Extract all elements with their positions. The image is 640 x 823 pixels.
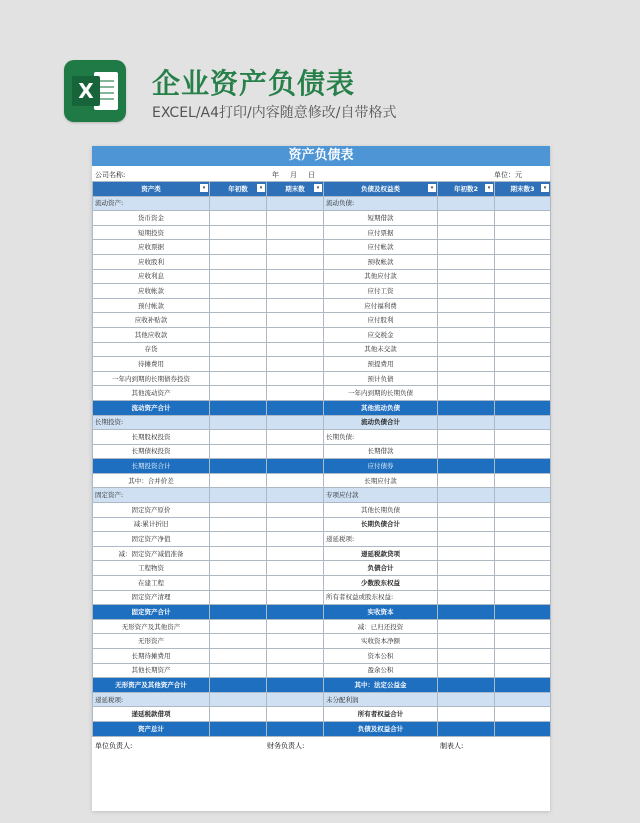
date-month: 月 [290, 171, 297, 179]
column-header[interactable]: 负债及权益类 ▾ [324, 182, 438, 197]
liability-item-cell[interactable]: 负债及权益合计 [324, 721, 438, 736]
end-value-cell[interactable] [267, 692, 324, 707]
asset-item-cell[interactable]: 固定资产: [93, 488, 210, 503]
asset-item-cell[interactable]: 递延税款借项 [93, 707, 210, 722]
table-row [93, 327, 551, 342]
sheet-title: 资产负债表 [92, 146, 550, 166]
table-row [93, 415, 551, 430]
liability-item-cell[interactable]: 流动负债合计 [324, 415, 438, 430]
table-row [93, 576, 551, 591]
balance-sheet-table [92, 181, 551, 737]
end-value-cell[interactable] [267, 473, 324, 488]
end-value-cell[interactable] [495, 342, 551, 357]
asset-item-cell[interactable]: 应收利息 [93, 269, 210, 284]
begin-value-cell[interactable] [438, 386, 495, 401]
end-value-cell[interactable] [495, 561, 551, 576]
end-value-cell[interactable] [495, 649, 551, 664]
begin-value-cell[interactable] [210, 386, 267, 401]
begin-value-cell[interactable] [438, 400, 495, 415]
table-row [93, 721, 551, 736]
begin-value-cell[interactable] [438, 503, 495, 518]
end-value-cell[interactable] [495, 473, 551, 488]
end-value-cell[interactable] [267, 357, 324, 372]
end-value-cell[interactable] [495, 211, 551, 226]
begin-value-cell[interactable] [210, 357, 267, 372]
asset-item-cell[interactable]: 应收帐款 [93, 284, 210, 299]
liability-item-cell[interactable]: 递延税项: [324, 532, 438, 547]
filter-dropdown-icon[interactable]: ▾ [541, 184, 549, 192]
liability-item-cell[interactable]: 预收帐款 [324, 254, 438, 269]
begin-value-cell[interactable] [210, 605, 267, 620]
asset-item-cell[interactable]: 在建工程 [93, 576, 210, 591]
end-value-cell[interactable] [267, 503, 324, 518]
end-value-cell[interactable] [267, 298, 324, 313]
asset-item-cell[interactable]: 长期待摊费用 [93, 649, 210, 664]
liability-item-cell[interactable]: 应付帐款 [324, 240, 438, 255]
asset-item-cell[interactable]: 工程物资 [93, 561, 210, 576]
begin-value-cell[interactable] [210, 342, 267, 357]
liability-item-cell[interactable]: 应付工资 [324, 284, 438, 299]
begin-value-cell[interactable] [210, 225, 267, 240]
asset-item-cell[interactable]: 一年内到期的长期债券投资 [93, 371, 210, 386]
begin-value-cell[interactable] [438, 517, 495, 532]
begin-value-cell[interactable] [438, 663, 495, 678]
column-header[interactable]: 年初数 ▾ [210, 182, 267, 197]
begin-value-cell[interactable] [438, 444, 495, 459]
begin-value-cell[interactable] [210, 707, 267, 722]
asset-item-cell[interactable]: 递延税项: [93, 692, 210, 707]
end-value-cell[interactable] [267, 678, 324, 693]
end-value-cell[interactable] [267, 721, 324, 736]
liability-item-cell[interactable]: 实收资本净额 [324, 634, 438, 649]
begin-value-cell[interactable] [210, 634, 267, 649]
asset-item-cell[interactable]: 资产总计 [93, 721, 210, 736]
table-row [93, 430, 551, 445]
table-row [93, 225, 551, 240]
end-value-cell[interactable] [267, 517, 324, 532]
filter-dropdown-icon[interactable]: ▾ [485, 184, 493, 192]
end-value-cell[interactable] [267, 561, 324, 576]
liability-item-cell[interactable]: 其他应付款 [324, 269, 438, 284]
table-row [93, 649, 551, 664]
signature-footer [92, 737, 550, 753]
begin-value-cell[interactable] [438, 371, 495, 386]
asset-item-cell[interactable]: 无形资产 [93, 634, 210, 649]
column-header[interactable]: 年初数2 ▾ [438, 182, 495, 197]
asset-item-cell[interactable]: 预付帐款 [93, 298, 210, 313]
end-value-cell[interactable] [495, 284, 551, 299]
liability-item-cell[interactable]: 应付股利 [324, 313, 438, 328]
begin-value-cell[interactable] [438, 678, 495, 693]
unit-label: 单位：元 [494, 171, 522, 179]
begin-value-cell[interactable] [210, 284, 267, 299]
begin-value-cell[interactable] [210, 692, 267, 707]
end-value-cell[interactable] [495, 576, 551, 591]
begin-value-cell[interactable] [210, 546, 267, 561]
begin-value-cell[interactable] [210, 415, 267, 430]
liability-item-cell[interactable]: 长期应付款 [324, 473, 438, 488]
table-row [93, 313, 551, 328]
end-value-cell[interactable] [267, 576, 324, 591]
begin-value-cell[interactable] [438, 357, 495, 372]
end-value-cell[interactable] [267, 444, 324, 459]
begin-value-cell[interactable] [438, 342, 495, 357]
page-subtitle: EXCEL/A4打印/内容随意修改/自带格式 [152, 105, 397, 121]
end-value-cell[interactable] [267, 649, 324, 664]
end-value-cell[interactable] [495, 430, 551, 445]
begin-value-cell[interactable] [210, 503, 267, 518]
end-value-cell[interactable] [495, 313, 551, 328]
begin-value-cell[interactable] [438, 313, 495, 328]
table-row [93, 546, 551, 561]
liability-item-cell[interactable]: 实收资本 [324, 605, 438, 620]
end-value-cell[interactable] [267, 240, 324, 255]
begin-value-cell[interactable] [438, 619, 495, 634]
begin-value-cell[interactable] [438, 269, 495, 284]
table-row [93, 561, 551, 576]
end-value-cell[interactable] [495, 371, 551, 386]
asset-item-cell[interactable]: 无形资产及其他资产合计 [93, 678, 210, 693]
asset-item-cell[interactable]: 短期投资 [93, 225, 210, 240]
liability-item-cell[interactable]: 盈余公积 [324, 663, 438, 678]
end-value-cell[interactable] [495, 400, 551, 415]
begin-value-cell[interactable] [438, 576, 495, 591]
date-day: 日 [308, 171, 315, 179]
asset-item-cell[interactable]: 长期股权投资 [93, 430, 210, 445]
column-header[interactable]: 期末数3 ▾ [495, 182, 551, 197]
table-header-row [93, 182, 551, 197]
liability-item-cell[interactable]: 减：已归还投资 [324, 619, 438, 634]
end-value-cell[interactable] [267, 371, 324, 386]
table-row [93, 342, 551, 357]
end-value-cell[interactable] [495, 663, 551, 678]
filter-dropdown-icon[interactable]: ▾ [314, 184, 322, 192]
end-value-cell[interactable] [267, 269, 324, 284]
end-value-cell[interactable] [495, 546, 551, 561]
liability-item-cell[interactable]: 应交税金 [324, 327, 438, 342]
liability-item-cell[interactable]: 其他流动负债 [324, 400, 438, 415]
liability-item-cell[interactable]: 少数股东权益 [324, 576, 438, 591]
liability-item-cell[interactable]: 长期借款 [324, 444, 438, 459]
asset-item-cell[interactable]: 存货 [93, 342, 210, 357]
end-value-cell[interactable] [267, 619, 324, 634]
begin-value-cell[interactable] [210, 196, 267, 211]
begin-value-cell[interactable] [210, 663, 267, 678]
begin-value-cell[interactable] [438, 196, 495, 211]
table-row [93, 444, 551, 459]
end-value-cell[interactable] [267, 400, 324, 415]
table-row [93, 269, 551, 284]
end-value-cell[interactable] [495, 634, 551, 649]
liability-item-cell[interactable]: 其他未交款 [324, 342, 438, 357]
asset-item-cell[interactable]: 其中：合并价差 [93, 473, 210, 488]
table-row [93, 503, 551, 518]
asset-item-cell[interactable]: 待摊费用 [93, 357, 210, 372]
liability-item-cell[interactable]: 未分配利润 [324, 692, 438, 707]
begin-value-cell[interactable] [210, 532, 267, 547]
begin-value-cell[interactable] [438, 707, 495, 722]
end-value-cell[interactable] [267, 634, 324, 649]
begin-value-cell[interactable] [210, 298, 267, 313]
table-row [93, 357, 551, 372]
liability-item-cell[interactable]: 预计负债 [324, 371, 438, 386]
finance-head-label: 财务负责人: [267, 741, 305, 750]
end-value-cell[interactable] [267, 386, 324, 401]
begin-value-cell[interactable] [210, 459, 267, 474]
table-row [93, 488, 551, 503]
begin-value-cell[interactable] [210, 371, 267, 386]
header-banner [0, 0, 640, 140]
end-value-cell[interactable] [267, 605, 324, 620]
liability-item-cell[interactable]: 所有者权益合计 [324, 707, 438, 722]
end-value-cell[interactable] [267, 342, 324, 357]
begin-value-cell[interactable] [210, 721, 267, 736]
end-value-cell[interactable] [495, 269, 551, 284]
table-row [93, 298, 551, 313]
end-value-cell[interactable] [267, 225, 324, 240]
liability-item-cell[interactable]: 资本公积 [324, 649, 438, 664]
end-value-cell[interactable] [267, 532, 324, 547]
end-value-cell[interactable] [495, 386, 551, 401]
column-header[interactable]: 资产类 ▾ [93, 182, 210, 197]
table-row [93, 605, 551, 620]
asset-item-cell[interactable]: 其他流动资产 [93, 386, 210, 401]
filter-dropdown-icon[interactable]: ▾ [200, 184, 208, 192]
table-row [93, 663, 551, 678]
begin-value-cell[interactable] [210, 517, 267, 532]
liability-item-cell[interactable]: 其中：法定公益金 [324, 678, 438, 693]
end-value-cell[interactable] [267, 663, 324, 678]
table-row [93, 240, 551, 255]
liability-item-cell[interactable]: 递延税款贷项 [324, 546, 438, 561]
begin-value-cell[interactable] [438, 546, 495, 561]
asset-item-cell[interactable]: 长期投资: [93, 415, 210, 430]
asset-item-cell[interactable]: 应收补贴款 [93, 313, 210, 328]
begin-value-cell[interactable] [210, 327, 267, 342]
asset-item-cell[interactable]: 流动资产合计 [93, 400, 210, 415]
begin-value-cell[interactable] [210, 211, 267, 226]
begin-value-cell[interactable] [438, 415, 495, 430]
begin-value-cell[interactable] [438, 721, 495, 736]
asset-item-cell[interactable]: 应收票据 [93, 240, 210, 255]
asset-item-cell[interactable]: 固定资产清理 [93, 590, 210, 605]
end-value-cell[interactable] [267, 196, 324, 211]
end-value-cell[interactable] [495, 240, 551, 255]
begin-value-cell[interactable] [210, 590, 267, 605]
end-value-cell[interactable] [267, 211, 324, 226]
liability-item-cell[interactable]: 长期负债合计 [324, 517, 438, 532]
end-value-cell[interactable] [495, 444, 551, 459]
asset-item-cell[interactable]: 长期投资合计 [93, 459, 210, 474]
begin-value-cell[interactable] [210, 649, 267, 664]
table-row [93, 517, 551, 532]
table-row [93, 284, 551, 299]
end-value-cell[interactable] [495, 619, 551, 634]
begin-value-cell[interactable] [438, 561, 495, 576]
end-value-cell[interactable] [267, 284, 324, 299]
begin-value-cell[interactable] [438, 240, 495, 255]
company-label: 公司名称: [95, 171, 126, 179]
liability-item-cell[interactable]: 专项应付款 [324, 488, 438, 503]
end-value-cell[interactable] [495, 254, 551, 269]
asset-item-cell[interactable]: 长期债权投资 [93, 444, 210, 459]
asset-item-cell[interactable]: 固定资产合计 [93, 605, 210, 620]
liability-item-cell[interactable]: 预提费用 [324, 357, 438, 372]
end-value-cell[interactable] [495, 488, 551, 503]
table-row [93, 459, 551, 474]
asset-item-cell[interactable]: 固定资产净值 [93, 532, 210, 547]
table-row [93, 532, 551, 547]
table-row [93, 692, 551, 707]
begin-value-cell[interactable] [438, 488, 495, 503]
liability-item-cell[interactable]: 长期负债: [324, 430, 438, 445]
end-value-cell[interactable] [495, 721, 551, 736]
liability-item-cell[interactable]: 所有者权益或股东权益: [324, 590, 438, 605]
begin-value-cell[interactable] [210, 619, 267, 634]
end-value-cell[interactable] [267, 707, 324, 722]
table-row [93, 678, 551, 693]
table-row [93, 400, 551, 415]
begin-value-cell[interactable] [438, 532, 495, 547]
end-value-cell[interactable] [495, 707, 551, 722]
unit-head-label: 单位负责人: [95, 741, 133, 750]
end-value-cell[interactable] [267, 488, 324, 503]
asset-item-cell[interactable]: 无形资产及其他资产 [93, 619, 210, 634]
begin-value-cell[interactable] [210, 488, 267, 503]
table-row [93, 590, 551, 605]
asset-item-cell[interactable]: 应收股利 [93, 254, 210, 269]
begin-value-cell[interactable] [210, 240, 267, 255]
liability-item-cell[interactable]: 负债合计 [324, 561, 438, 576]
end-value-cell[interactable] [267, 459, 324, 474]
balance-sheet-document [92, 146, 550, 811]
end-value-cell[interactable] [495, 298, 551, 313]
begin-value-cell[interactable] [210, 254, 267, 269]
begin-value-cell[interactable] [210, 473, 267, 488]
end-value-cell[interactable] [267, 327, 324, 342]
end-value-cell[interactable] [495, 605, 551, 620]
begin-value-cell[interactable] [210, 400, 267, 415]
filter-dropdown-icon[interactable]: ▾ [257, 184, 265, 192]
begin-value-cell[interactable] [438, 459, 495, 474]
asset-item-cell[interactable]: 减:累计折旧 [93, 517, 210, 532]
begin-value-cell[interactable] [438, 211, 495, 226]
end-value-cell[interactable] [267, 313, 324, 328]
table-row [93, 254, 551, 269]
liability-item-cell[interactable]: 应付票据 [324, 225, 438, 240]
asset-item-cell[interactable]: 流动资产: [93, 196, 210, 211]
end-value-cell[interactable] [267, 430, 324, 445]
liability-item-cell[interactable]: 一年内到期的长期负债 [324, 386, 438, 401]
begin-value-cell[interactable] [210, 269, 267, 284]
begin-value-cell[interactable] [438, 327, 495, 342]
liability-item-cell[interactable]: 短期借款 [324, 211, 438, 226]
table-row [93, 371, 551, 386]
end-value-cell[interactable] [495, 532, 551, 547]
preparer-label: 制表人: [440, 741, 464, 750]
table-row [93, 386, 551, 401]
begin-value-cell[interactable] [438, 284, 495, 299]
begin-value-cell[interactable] [210, 430, 267, 445]
excel-icon: X [64, 60, 126, 122]
end-value-cell[interactable] [495, 327, 551, 342]
end-value-cell[interactable] [267, 590, 324, 605]
asset-item-cell[interactable]: 货币资金 [93, 211, 210, 226]
begin-value-cell[interactable] [438, 430, 495, 445]
begin-value-cell[interactable] [438, 649, 495, 664]
end-value-cell[interactable] [495, 678, 551, 693]
begin-value-cell[interactable] [210, 313, 267, 328]
table-row [93, 634, 551, 649]
begin-value-cell[interactable] [210, 576, 267, 591]
liability-item-cell[interactable]: 流动负债: [324, 196, 438, 211]
page-title: 企业资产负债表 [152, 67, 356, 100]
begin-value-cell[interactable] [438, 473, 495, 488]
table-row [93, 211, 551, 226]
begin-value-cell[interactable] [438, 254, 495, 269]
end-value-cell[interactable] [495, 590, 551, 605]
begin-value-cell[interactable] [438, 692, 495, 707]
date-year: 年 [272, 171, 279, 179]
table-row [93, 473, 551, 488]
asset-item-cell[interactable]: 其他长期资产 [93, 663, 210, 678]
asset-item-cell[interactable]: 其他应收款 [93, 327, 210, 342]
meta-row [92, 166, 550, 181]
end-value-cell[interactable] [495, 415, 551, 430]
end-value-cell[interactable] [495, 225, 551, 240]
table-row [93, 196, 551, 211]
end-value-cell[interactable] [267, 546, 324, 561]
end-value-cell[interactable] [267, 415, 324, 430]
begin-value-cell[interactable] [210, 444, 267, 459]
begin-value-cell[interactable] [438, 225, 495, 240]
begin-value-cell[interactable] [438, 298, 495, 313]
liability-item-cell[interactable]: 应付债券 [324, 459, 438, 474]
begin-value-cell[interactable] [438, 590, 495, 605]
begin-value-cell[interactable] [438, 634, 495, 649]
end-value-cell[interactable] [495, 357, 551, 372]
end-value-cell[interactable] [495, 459, 551, 474]
end-value-cell[interactable] [495, 503, 551, 518]
begin-value-cell[interactable] [210, 678, 267, 693]
end-value-cell[interactable] [495, 196, 551, 211]
begin-value-cell[interactable] [438, 605, 495, 620]
end-value-cell[interactable] [495, 692, 551, 707]
asset-item-cell[interactable]: 固定资产原价 [93, 503, 210, 518]
asset-item-cell[interactable]: 减：固定资产减值准备 [93, 546, 210, 561]
filter-dropdown-icon[interactable]: ▾ [428, 184, 436, 192]
liability-item-cell[interactable]: 应付福利费 [324, 298, 438, 313]
end-value-cell[interactable] [267, 254, 324, 269]
liability-item-cell[interactable]: 其他长期负债 [324, 503, 438, 518]
table-row [93, 619, 551, 634]
table-row [93, 707, 551, 722]
begin-value-cell[interactable] [210, 561, 267, 576]
column-header[interactable]: 期末数 ▾ [267, 182, 324, 197]
end-value-cell[interactable] [495, 517, 551, 532]
